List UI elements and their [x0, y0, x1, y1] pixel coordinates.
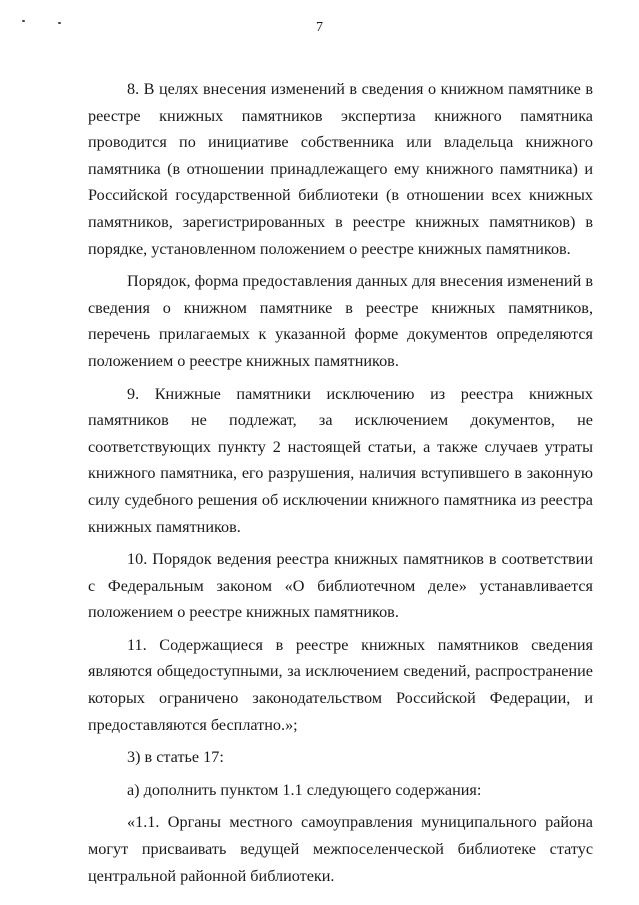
paragraph-1-1: «1.1. Органы местного самоуправления муниципального района могут присваивать ведущей межпоселенческой библиотеке статус центральной районной библиотеки. — [88, 813, 593, 885]
paragraph-8: 8. В целях внесения изменений в сведения о книжном памятнике в реестре книжных памятников экспертиза книжного памятника проводится по инициативе собственника или владельца книжного памятника (в отношении принадлежащего ему книжного памятника) и Российской государственной библиотеки (в отношении всех книжных памятников, зарегистрированных в реестре книжных памятников) в порядке, установленном положением о реестре книжных памятников. — [88, 80, 593, 258]
paragraph-procedure: Порядок, форма предоставления данных для внесения изменений в сведения о книжном памятнике в реестре книжных памятников, перечень прилагаемых к указанной форме документов определяются положением о реестре книжных памятников. — [88, 272, 593, 370]
page-number: 7 — [316, 20, 323, 35]
paragraph-10: 10. Порядок ведения реестра книжных памятников в соответствии с Федеральным законом «О библиотечном деле» устанавливается положением о реестре книжных памятников. — [88, 550, 593, 622]
paragraph-article-17: 3) в статье 17: — [127, 748, 224, 767]
paragraph-11: 11. Содержащиеся в реестре книжных памятников сведения являются общедоступными, за исключением сведений, распространение которых ограничено законодательством Российской Федерации, и предоставляются бесплатно.»; — [88, 635, 593, 734]
paragraph-subitem-a: а) дополнить пунктом 1.1 следующего содержания: — [127, 780, 482, 799]
document-body — [88, 76, 593, 889]
paragraph-9: 9. Книжные памятники исключению из реестра книжных памятников не подлежат, за исключением документов, не соответствующих пункту 2 настоящей статьи, а также случаев утраты книжного памятника, его разрушения, наличия вступившего в законную силу судебного решения об исключении книжного памятника из реестра книжных памятников. — [88, 384, 593, 536]
